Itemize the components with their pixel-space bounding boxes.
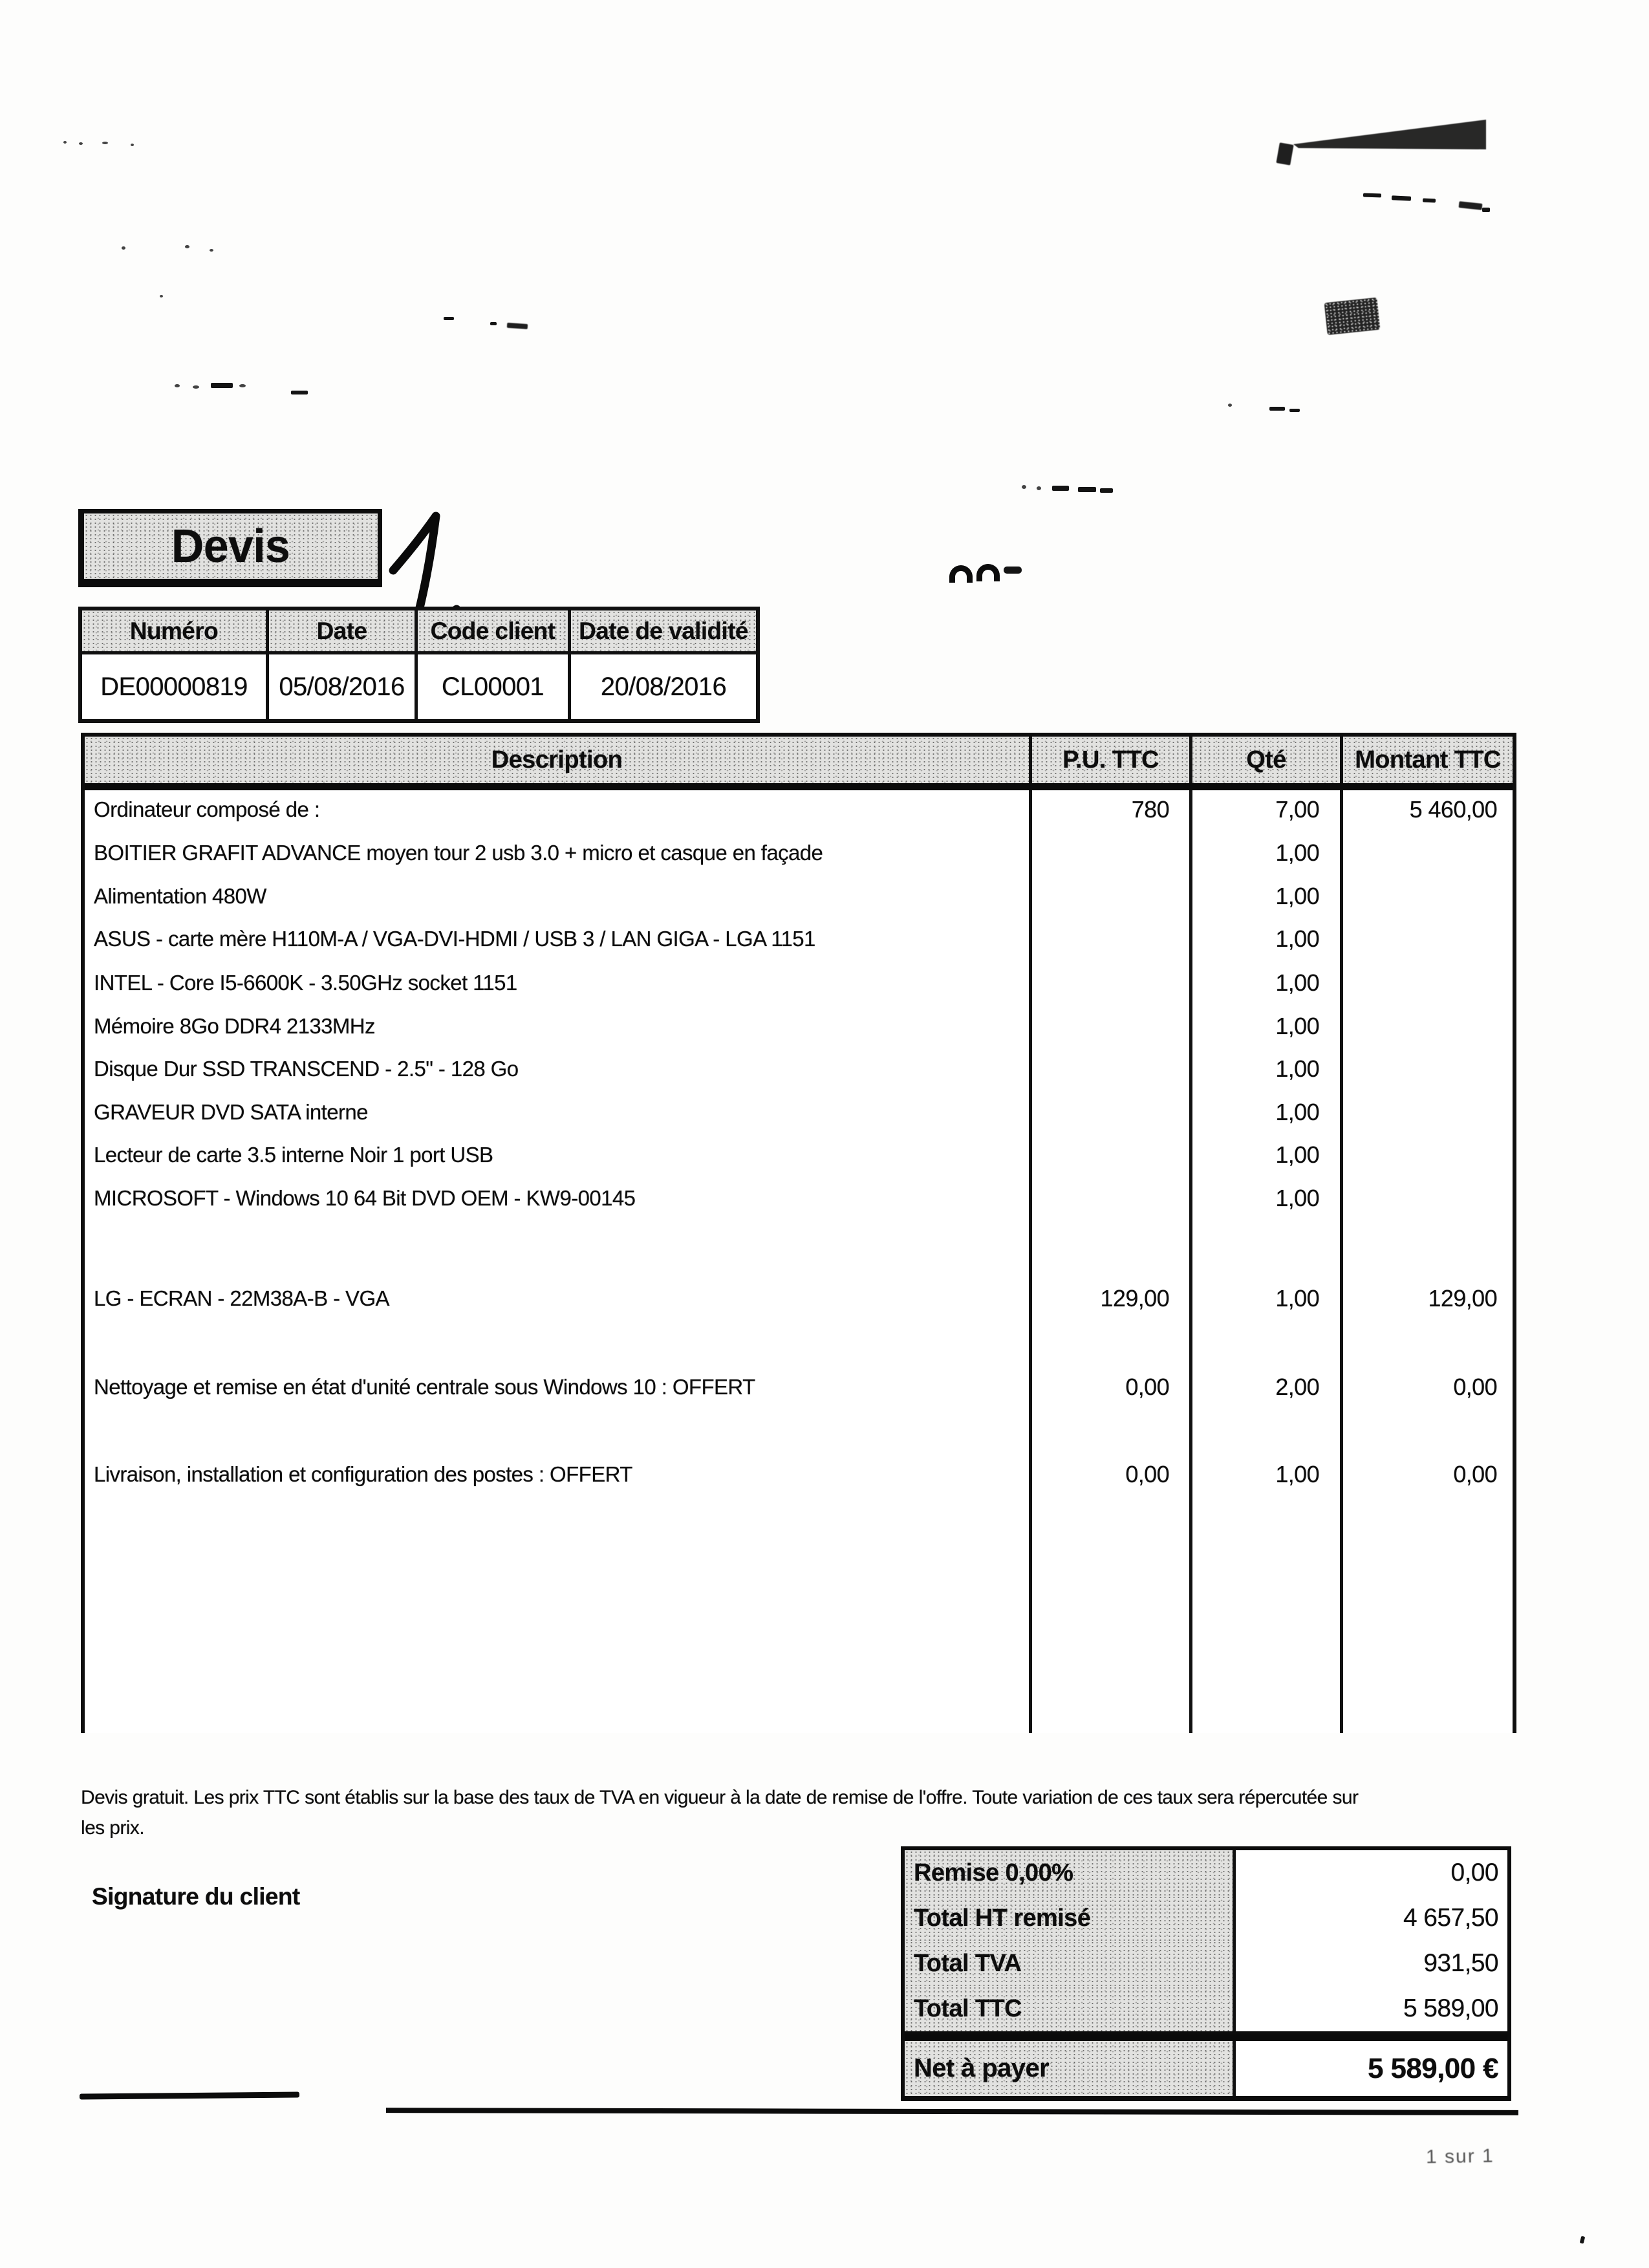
net-to-pay-value: 5 589,00 € bbox=[1368, 2052, 1498, 2084]
item-qty: 1,00 bbox=[1275, 1099, 1319, 1125]
scan-dash-artifact bbox=[1078, 487, 1096, 492]
item-description: Livraison, installation et configuration des postes : OFFERT bbox=[94, 1462, 632, 1486]
item-unit-price bbox=[1032, 880, 1180, 913]
table-row bbox=[85, 1052, 1513, 1086]
table-row bbox=[85, 966, 1513, 1000]
scan-speck bbox=[1022, 485, 1026, 489]
table-row bbox=[85, 1182, 1513, 1215]
scan-dash-artifact bbox=[1363, 193, 1381, 198]
item-amount bbox=[1343, 1182, 1509, 1215]
item-amount bbox=[1343, 1096, 1509, 1129]
table-row bbox=[85, 1138, 1513, 1172]
totals-value: 4 657,50 bbox=[1403, 1904, 1498, 1932]
terms-note-line2: les prix. bbox=[81, 1817, 144, 1839]
scan-speck bbox=[1037, 486, 1041, 490]
item-unit-price bbox=[1032, 1010, 1180, 1043]
quote-info-table bbox=[78, 607, 760, 723]
table-row bbox=[85, 922, 1513, 956]
table-row bbox=[85, 793, 1513, 826]
item-unit-price: 0,00 bbox=[1125, 1461, 1169, 1487]
document-title-box bbox=[78, 509, 382, 587]
totals-table bbox=[901, 1846, 1511, 2037]
item-qty: 1,00 bbox=[1275, 969, 1319, 996]
item-amount: 5 460,00 bbox=[1409, 796, 1497, 823]
item-qty: 1,00 bbox=[1275, 883, 1319, 909]
page-title: Devis bbox=[171, 520, 290, 572]
item-description: Lecteur de carte 3.5 interne Noir 1 port USB bbox=[94, 1143, 493, 1167]
item-unit-price bbox=[1032, 836, 1180, 870]
item-unit-price bbox=[1032, 1052, 1180, 1086]
scan-dash-artifact bbox=[1052, 486, 1069, 491]
item-description: Disque Dur SSD TRANSCEND - 2.5" - 128 Go bbox=[94, 1057, 519, 1081]
scan-dash-artifact bbox=[444, 317, 454, 320]
item-amount bbox=[1343, 1138, 1509, 1172]
scan-dash-artifact bbox=[1392, 195, 1411, 201]
scan-speck bbox=[185, 245, 189, 248]
scan-dash-artifact bbox=[1289, 409, 1300, 412]
item-amount: 0,00 bbox=[1453, 1374, 1497, 1400]
scan-dash-artifact bbox=[490, 322, 497, 325]
item-description: ASUS - carte mère H110M-A / VGA-DVI-HDMI / USB 3 / LAN GIGA - LGA 1151 bbox=[94, 927, 815, 951]
item-unit-price bbox=[1032, 922, 1180, 956]
item-unit-price bbox=[1032, 1138, 1180, 1172]
scan-arc-artifact bbox=[976, 564, 1000, 581]
item-description: GRAVEUR DVD SATA interne bbox=[94, 1100, 368, 1124]
net-to-pay-row bbox=[901, 2035, 1511, 2101]
totals-label: Remise 0,00% bbox=[905, 1850, 1236, 1895]
scan-speck bbox=[210, 249, 213, 252]
scan-blob-artifact bbox=[1276, 142, 1293, 165]
table-row bbox=[85, 1370, 1513, 1404]
item-qty: 1,00 bbox=[1275, 1013, 1319, 1039]
item-description: Nettoyage et remise en état d'unité centrale sous Windows 10 : OFFERT bbox=[94, 1375, 755, 1399]
col-unit-price: P.U. TTC bbox=[1029, 737, 1189, 783]
item-description: MICROSOFT - Windows 10 64 Bit DVD OEM - KW9-00145 bbox=[94, 1186, 636, 1210]
item-qty: 2,00 bbox=[1275, 1374, 1319, 1400]
totals-row bbox=[905, 1986, 1507, 2031]
col-description: Description bbox=[491, 746, 623, 773]
item-amount: 0,00 bbox=[1453, 1461, 1497, 1487]
item-qty: 1,00 bbox=[1275, 1185, 1319, 1211]
quote-date: 05/08/2016 bbox=[266, 654, 415, 719]
scan-arc-artifact bbox=[949, 565, 973, 583]
scan-speck bbox=[79, 142, 83, 145]
items-table bbox=[81, 733, 1516, 1733]
item-unit-price bbox=[1032, 966, 1180, 1000]
item-unit-price: 0,00 bbox=[1125, 1374, 1169, 1400]
table-row bbox=[85, 1096, 1513, 1129]
item-qty: 1,00 bbox=[1275, 1285, 1319, 1312]
totals-label: Total TVA bbox=[905, 1941, 1236, 1986]
scan-dash-artifact bbox=[1482, 208, 1490, 212]
item-qty: 1,00 bbox=[1275, 1141, 1319, 1168]
totals-value: 5 589,00 bbox=[1403, 1994, 1498, 2022]
info-col-code-client: Code client bbox=[415, 610, 568, 654]
scan-dash-artifact bbox=[507, 323, 528, 329]
item-unit-price bbox=[1032, 1096, 1180, 1129]
table-row bbox=[85, 1010, 1513, 1043]
table-row bbox=[85, 880, 1513, 913]
item-description: BOITIER GRAFIT ADVANCE moyen tour 2 usb 3.0 + micro et casque en façade bbox=[94, 841, 823, 865]
table-row bbox=[85, 1282, 1513, 1315]
table-row bbox=[85, 1458, 1513, 1491]
scan-dash-artifact bbox=[1423, 198, 1436, 202]
scan-dash-artifact bbox=[1459, 201, 1483, 210]
scan-dash-artifact bbox=[291, 391, 308, 394]
item-qty: 1,00 bbox=[1275, 925, 1319, 952]
item-amount: 129,00 bbox=[1428, 1285, 1497, 1312]
item-amount bbox=[1343, 1052, 1509, 1086]
scan-speck bbox=[122, 246, 125, 250]
col-qty: Qté bbox=[1189, 737, 1340, 783]
items-table-body bbox=[85, 790, 1513, 1733]
client-code: CL00001 bbox=[415, 654, 568, 719]
page-indicator: 1 sur 1 bbox=[1425, 2145, 1494, 2168]
item-description: Ordinateur composé de : bbox=[94, 797, 320, 821]
totals-label: Total HT remisé bbox=[905, 1895, 1236, 1941]
scan-dash-artifact bbox=[211, 383, 233, 388]
scan-speck bbox=[193, 385, 199, 389]
totals-label: Total TTC bbox=[905, 1986, 1236, 2031]
item-amount bbox=[1343, 922, 1509, 956]
item-qty: 1,00 bbox=[1275, 1461, 1319, 1487]
item-amount bbox=[1343, 966, 1509, 1000]
item-unit-price: 780 bbox=[1131, 796, 1169, 823]
signature-line bbox=[80, 2092, 299, 2100]
scan-speck bbox=[1228, 404, 1232, 407]
terms-note bbox=[81, 1782, 1529, 1843]
col-amount: Montant TTC bbox=[1340, 737, 1513, 783]
item-qty: 7,00 bbox=[1275, 796, 1319, 823]
item-description: Alimentation 480W bbox=[94, 884, 266, 908]
item-unit-price: 129,00 bbox=[1100, 1285, 1169, 1312]
scan-speck bbox=[131, 144, 134, 146]
info-col-numero: Numéro bbox=[82, 610, 266, 654]
scan-speck bbox=[1580, 2236, 1585, 2243]
item-description: Mémoire 8Go DDR4 2133MHz bbox=[94, 1014, 375, 1038]
net-to-pay-label: Net à payer bbox=[905, 2041, 1236, 2096]
totals-row bbox=[905, 1895, 1507, 1941]
items-table-header bbox=[85, 737, 1513, 790]
scan-dash-artifact bbox=[1004, 567, 1022, 574]
table-row bbox=[85, 836, 1513, 870]
validity-date: 20/08/2016 bbox=[568, 654, 756, 719]
info-col-date: Date bbox=[266, 610, 415, 654]
item-amount bbox=[1343, 880, 1509, 913]
scan-speck bbox=[175, 384, 180, 387]
scan-streak-artifact bbox=[1287, 103, 1494, 162]
item-unit-price bbox=[1032, 1182, 1180, 1215]
info-col-validite: Date de validité bbox=[568, 610, 756, 654]
item-qty: 1,00 bbox=[1275, 839, 1319, 866]
scan-smudge-artifact bbox=[1324, 297, 1381, 335]
scan-speck bbox=[63, 141, 67, 144]
item-amount bbox=[1343, 836, 1509, 870]
item-description: LG - ECRAN - 22M38A-B - VGA bbox=[94, 1286, 389, 1310]
totals-row bbox=[905, 1941, 1507, 1986]
quote-number: DE00000819 bbox=[100, 672, 248, 701]
scan-speck bbox=[239, 384, 246, 387]
scan-speck bbox=[102, 142, 108, 144]
item-description: INTEL - Core I5-6600K - 3.50GHz socket 1151 bbox=[94, 971, 517, 995]
totals-value: 0,00 bbox=[1450, 1859, 1498, 1886]
scan-dash-artifact bbox=[1269, 407, 1285, 411]
totals-row bbox=[905, 1850, 1507, 1895]
client-signature-label: Signature du client bbox=[92, 1883, 300, 1910]
terms-note-line1: Devis gratuit. Les prix TTC sont établis sur la base des taux de TVA en vigueur à la date de remise de l'offre. Toute variation de ces taux sera répercutée sur bbox=[81, 1787, 1359, 1808]
totals-value: 931,50 bbox=[1423, 1949, 1498, 1977]
scan-speck bbox=[160, 295, 163, 297]
item-qty: 1,00 bbox=[1275, 1055, 1319, 1082]
scan-dash-artifact bbox=[1100, 488, 1113, 493]
signature-line-long bbox=[386, 2108, 1518, 2115]
item-amount bbox=[1343, 1010, 1509, 1043]
